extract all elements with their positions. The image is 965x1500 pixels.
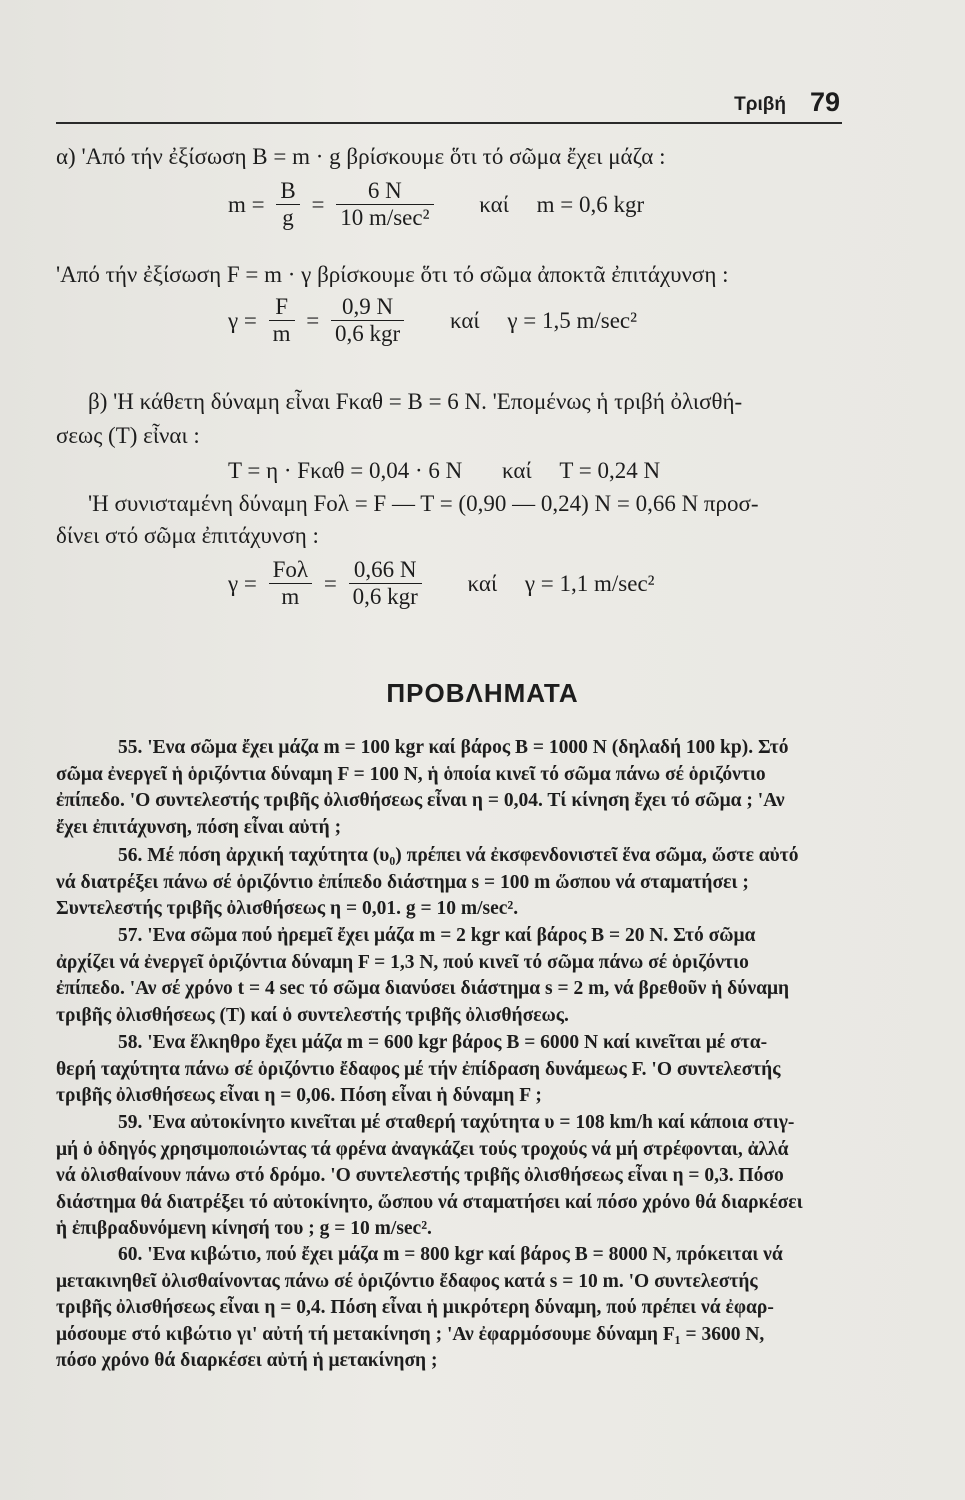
problem-line: ἐπίπεδο. 'Αν σέ χρόνο t = 4 sec τό σῶμα διανύσει διάστημα s = 2 m, νά βρεθοῦν ἡ δύναμη	[56, 978, 790, 999]
problem-text: 'Ενα ἕλκηθρο ἔχει μάζα m = 600 kgr βάρος B = 6000 N καί κινεῖται μέ στα-	[147, 1032, 768, 1053]
problem-line: τριβῆς ὀλισθήσεως (T) καί ὁ συντελεστής τριβῆς ὀλισθήσεως.	[56, 1004, 569, 1026]
problem-number: 60.	[118, 1244, 143, 1265]
eq4-lhs: γ =	[228, 570, 257, 596]
problem-line: Συντελεστής τριβῆς ὀλισθήσεως η = 0,01. g = 10 m/sec².	[56, 898, 519, 919]
problem-text: 'Ενα κιβώτιο, πού ἔχει μάζα m = 800 kgr καί βάρος B = 8000 N, πρόκειται νά	[147, 1244, 783, 1265]
problem-line: μόσουμε στό κιβώτιο γι' αὐτή τή μετακίνηση ; 'Αν ἐφαρμόσουμε δύναμη F₁ = 3600 N,	[56, 1323, 765, 1345]
solution-b-line-2: σεως (T) εἶναι :	[56, 423, 200, 448]
problem-line	[56, 1242, 848, 1269]
eq4-equals: =	[323, 570, 337, 596]
eq2-f1-den: m	[272, 321, 291, 346]
equation-net-acceleration	[228, 557, 655, 610]
eq3-left: T = η · Fκαθ = 0,04 · 6 N	[228, 457, 463, 483]
eq1-fraction-2	[336, 178, 433, 231]
equation-friction	[228, 456, 660, 484]
eq3-result: T = 0,24 N	[559, 457, 661, 483]
eq2-conjunction: καί	[449, 307, 480, 333]
problem-line: μή ὁ ὁδηγός χρησιμοποιώντας τά φρένα ἀναγκάζει τούς τροχούς νά μή στρέφονται, ἀλλά	[56, 1138, 789, 1160]
equation-mass	[228, 178, 644, 231]
eq1-conjunction: καί	[479, 191, 509, 217]
problem-line	[56, 923, 848, 950]
eq4-f1-num: Fολ	[269, 557, 312, 584]
problem-line: ἀρχίζει νά ἐνεργεῖ ὁριζόντια δύναμη F = 1,3 N, πού κινεῖ τό σῶμα πάνω σέ ὁριζόντιο	[56, 951, 749, 973]
solution-b-line-1: β) 'Η κάθετη δύναμη εἶναι Fκαθ = B = 6 N. 'Επομένως ἡ τριβή ὀλισθή-	[88, 389, 743, 414]
eq4-result: γ = 1,1 m/sec²	[524, 570, 655, 596]
problem-line	[56, 735, 848, 762]
solution-c-line-1: 'Η συνισταμένη δύναμη Fολ = F — T = (0,90 — 0,24) N = 0,66 N προσ-	[88, 491, 759, 516]
eq2-result: γ = 1,5 m/sec²	[507, 307, 638, 333]
problem-line: μετακινηθεῖ ὀλισθαίνοντας πάνω σέ ὁριζόντιο ἔδαφος κατά s = 10 m. 'Ο συντελεστής	[56, 1270, 758, 1292]
page-number: 79	[809, 87, 840, 117]
eq4-f2-den: 0,6 kgr	[352, 584, 418, 609]
eq1-equals: =	[311, 191, 325, 217]
eq1-fraction-1	[276, 178, 299, 231]
equation-acceleration	[228, 294, 637, 347]
problem-line: τριβῆς ὀλισθήσεως εἶναι η = 0,06. Πόση εἶναι ἡ δύναμη F ;	[56, 1085, 542, 1106]
eq4-fraction-2	[349, 557, 422, 610]
problem-text: 'Ενα σῶμα πού ἠρεμεῖ ἔχει μάζα m = 2 kgr καί βάρος B = 20 N. Στό σῶμα	[147, 925, 756, 946]
problem-57	[56, 923, 848, 1029]
eq2-f1-num: F	[269, 294, 295, 321]
running-title: Τριβή	[734, 94, 786, 115]
problem-line: πόσο χρόνο θά διαρκέσει αὐτή ἡ μετακίνηση ;	[56, 1350, 438, 1371]
eq2-lhs: γ =	[228, 307, 257, 333]
problem-line: νά διατρέξει πάνω σέ ὁριζόντιο ἐπίπεδο διάστημα s = 100 m ὥσπου νά σταματήσει ;	[56, 871, 749, 893]
problem-line: ἡ ἐπιβραδυνόμενη κίνησή του ; g = 10 m/sec².	[56, 1218, 432, 1239]
problem-line: θερή ταχύτητα πάνω σέ ὁριζόντιο ἔδαφος μέ τήν ἐπίδραση δυνάμεως F. 'Ο συντελεστής	[56, 1058, 781, 1080]
problem-line: ἔχει ἐπιτάχυνση, πόση εἶναι αὐτή ;	[56, 816, 342, 838]
problem-number: 56.	[118, 845, 143, 866]
problem-56	[56, 843, 848, 923]
problem-line	[56, 1030, 848, 1057]
eq1-f1-num: B	[276, 178, 299, 205]
problem-text: Μέ πόση ἀρχική ταχύτητα (υ₀) πρέπει νά ἐκσφενδονιστεῖ ἕνα σῶμα, ὥστε αὐτό	[147, 845, 799, 866]
problem-line	[56, 843, 848, 870]
eq4-f2-num: 0,66 N	[349, 557, 422, 584]
eq2-equals: =	[306, 307, 320, 333]
solution-c-line-2: δίνει στό σῶμα ἐπιτάχυνση :	[56, 523, 319, 548]
eq1-f2-num: 6 N	[336, 178, 433, 205]
problem-number: 57.	[118, 925, 143, 946]
section-title-problems: ΠΡΟΒΛΗΜΑΤΑ	[386, 678, 579, 708]
problem-text: 'Ενα αὐτοκίνητο κινεῖται μέ σταθερή ταχύτητα υ = 108 km/h καί κάποια στιγ-	[147, 1112, 795, 1133]
problem-text: 'Ενα σῶμα ἔχει μάζα m = 100 kgr καί βάρος B = 1000 N (δηλαδή 100 kp). Στό	[147, 737, 789, 758]
problem-59	[56, 1110, 848, 1243]
problem-line: τριβῆς ὀλισθήσεως εἶναι η = 0,4. Πόση εἶναι ἡ μικρότερη δύναμη, πού πρέπει νά ἐφαρ-	[56, 1297, 774, 1318]
eq2-f2-num: 0,9 N	[331, 294, 404, 321]
eq1-result: m = 0,6 kgr	[536, 191, 645, 217]
problem-number: 55.	[118, 737, 143, 758]
eq4-fraction-1	[269, 557, 312, 610]
page-header	[56, 78, 842, 124]
eq1-lhs: m =	[228, 191, 265, 217]
solution-a-second: 'Από τήν ἐξίσωση F = m · γ βρίσκουμε ὅτι τό σῶμα ἀποκτᾶ ἐπιτάχυνση :	[56, 262, 729, 287]
eq4-conjunction: καί	[467, 570, 498, 596]
problem-58	[56, 1030, 848, 1110]
problem-line	[56, 1110, 848, 1137]
eq2-f2-den: 0,6 kgr	[335, 321, 401, 346]
eq2-fraction-1	[269, 294, 295, 347]
problem-number: 58.	[118, 1032, 143, 1053]
eq4-f1-den: m	[281, 584, 300, 609]
problem-60	[56, 1242, 848, 1375]
problem-line: νά ὀλισθαίνουν πάνω στό δρόμο. 'Ο συντελεστής τριβῆς ὀλισθήσεως εἶναι η = 0,3. Πόσο	[56, 1165, 784, 1186]
problem-55	[56, 735, 848, 841]
eq1-f2-den: 10 m/sec²	[340, 205, 430, 230]
problem-line: σῶμα ἐνεργεῖ ἡ ὁριζόντια δύναμη F = 100 N, ἡ ὁποία κινεῖ τό σῶμα πάνω σέ ὁριζόντιο	[56, 763, 766, 785]
solution-a-intro: α) 'Από τήν ἐξίσωση B = m · g βρίσκουμε ὅτι τό σῶμα ἔχει μάζα :	[56, 144, 666, 169]
eq1-f1-den: g	[282, 205, 294, 230]
problem-line: διάστημα θά διατρέξει τό αὐτοκίνητο, ὥσπου νά σταματήσει καί πόσο χρόνο θά διαρκέσει	[56, 1191, 803, 1213]
problem-number: 59.	[118, 1112, 143, 1133]
eq3-conjunction: καί	[502, 457, 532, 483]
eq2-fraction-2	[331, 294, 404, 347]
problem-line: ἐπίπεδο. 'Ο συντελεστής τριβῆς ὀλισθήσεως εἶναι η = 0,04. Τί κίνηση ἔχει τό σῶμα ; 'Αν	[56, 790, 785, 811]
